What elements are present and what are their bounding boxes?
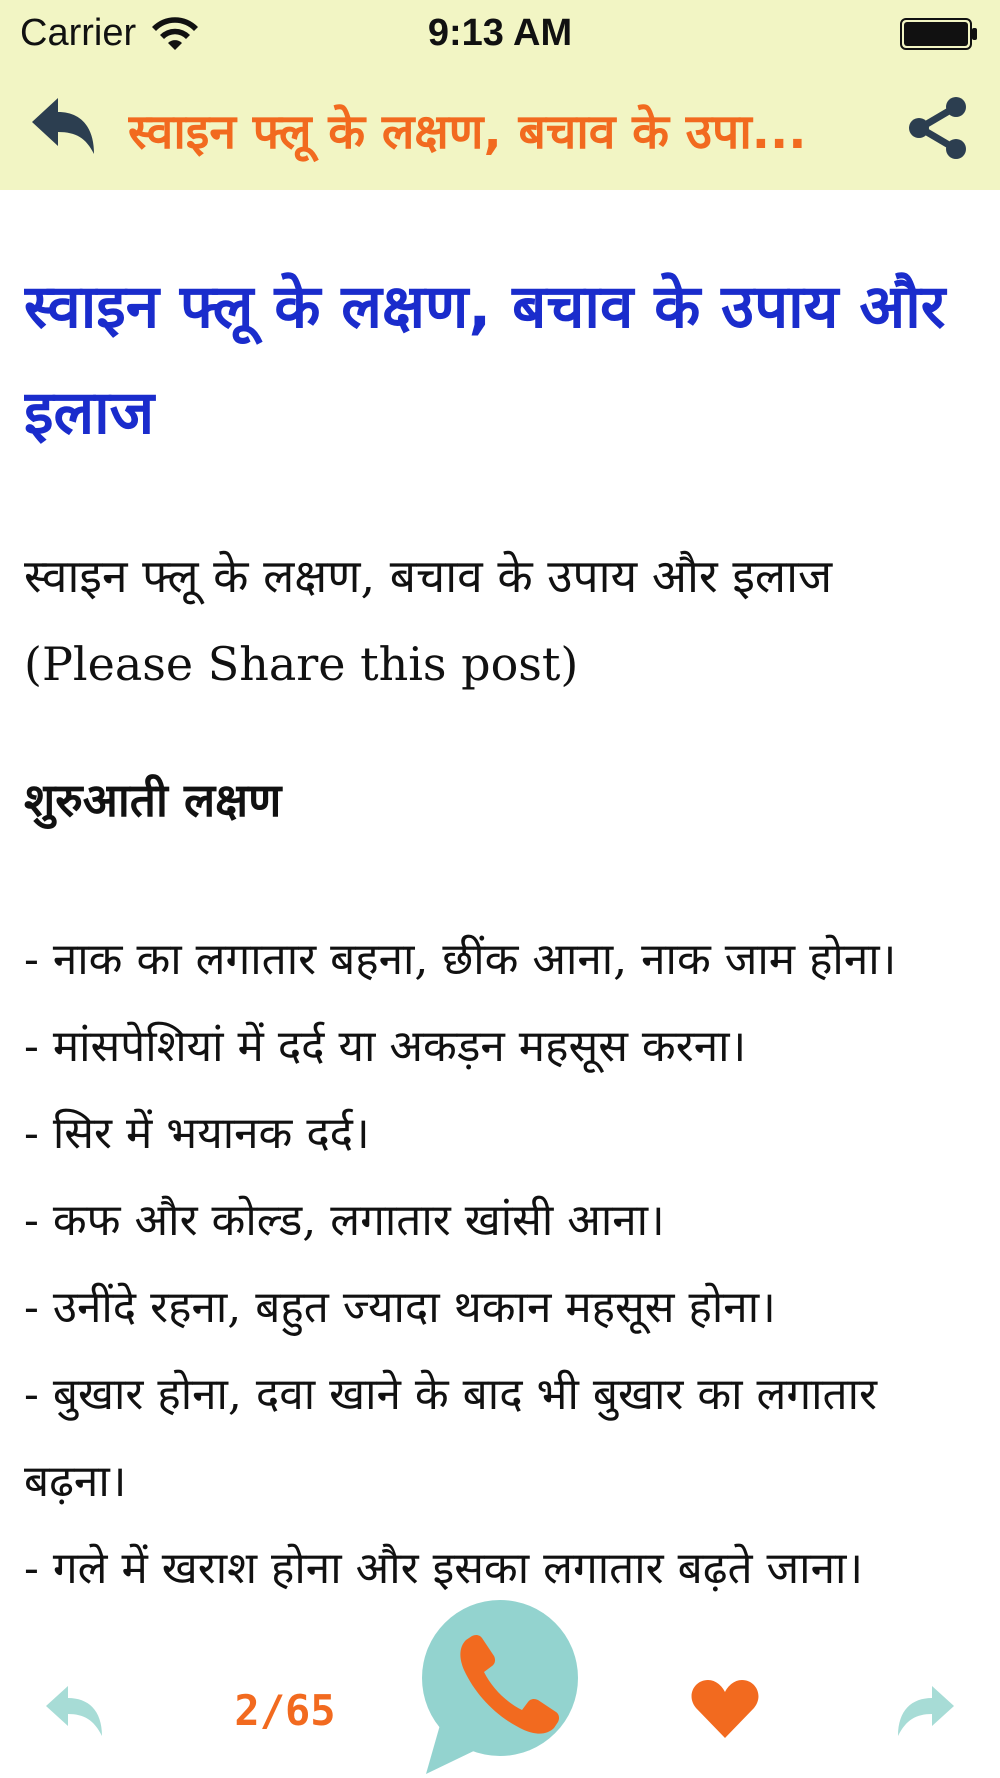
phone-bubble-icon[interactable]: [420, 1598, 580, 1776]
carrier-label: Carrier: [20, 12, 137, 54]
prev-arrow-icon[interactable]: [44, 1682, 104, 1738]
section-heading: शुरुआती लक्षण: [24, 773, 282, 827]
nav-bar: [0, 70, 1000, 190]
battery-icon: [900, 18, 978, 50]
back-arrow-icon[interactable]: [28, 94, 98, 164]
page-indicator: 2/65: [234, 1686, 336, 1735]
next-arrow-icon[interactable]: [896, 1682, 956, 1738]
symptom-item: - उनींदे रहना, बहुत ज्यादा थकान महसूस होना।: [24, 1282, 776, 1333]
article-title: स्वाइन फ्लू के लक्षण, बचाव के उपाय और इलाज: [24, 272, 946, 448]
clock: 9:13 AM: [427, 12, 573, 54]
symptom-item: - सिर में भयानक दर्द।: [24, 1108, 370, 1159]
symptom-list: [24, 916, 976, 1612]
symptom-item: - मांसपेशियां में दर्द या अकड़न महसूस करना।: [24, 1021, 747, 1072]
symptom-item: - बुखार होना, दवा खाने के बाद भी बुखार का लगातार बढ़ना।: [24, 1369, 878, 1507]
bottom-toolbar: [0, 1650, 1000, 1778]
article-content[interactable]: [24, 190, 976, 1650]
status-bar: [0, 0, 1000, 70]
heart-icon[interactable]: [690, 1678, 760, 1740]
symptom-item: - कफ और कोल्ड, लगातार खांसी आना।: [24, 1195, 665, 1246]
symptom-item: - गले में खराश होना और इसका लगातार बढ़ते जाना।: [24, 1543, 864, 1594]
article-intro: स्वाइन फ्लू के लक्षण, बचाव के उपाय और इलाज (Please Share this post): [24, 549, 833, 691]
share-icon[interactable]: [906, 96, 970, 160]
nav-title: स्वाइन फ्लू के लक्षण, बचाव के उपा...: [128, 104, 807, 160]
symptom-item: - नाक का लगातार बहना, छींक आना, नाक जाम होना।: [24, 934, 897, 985]
